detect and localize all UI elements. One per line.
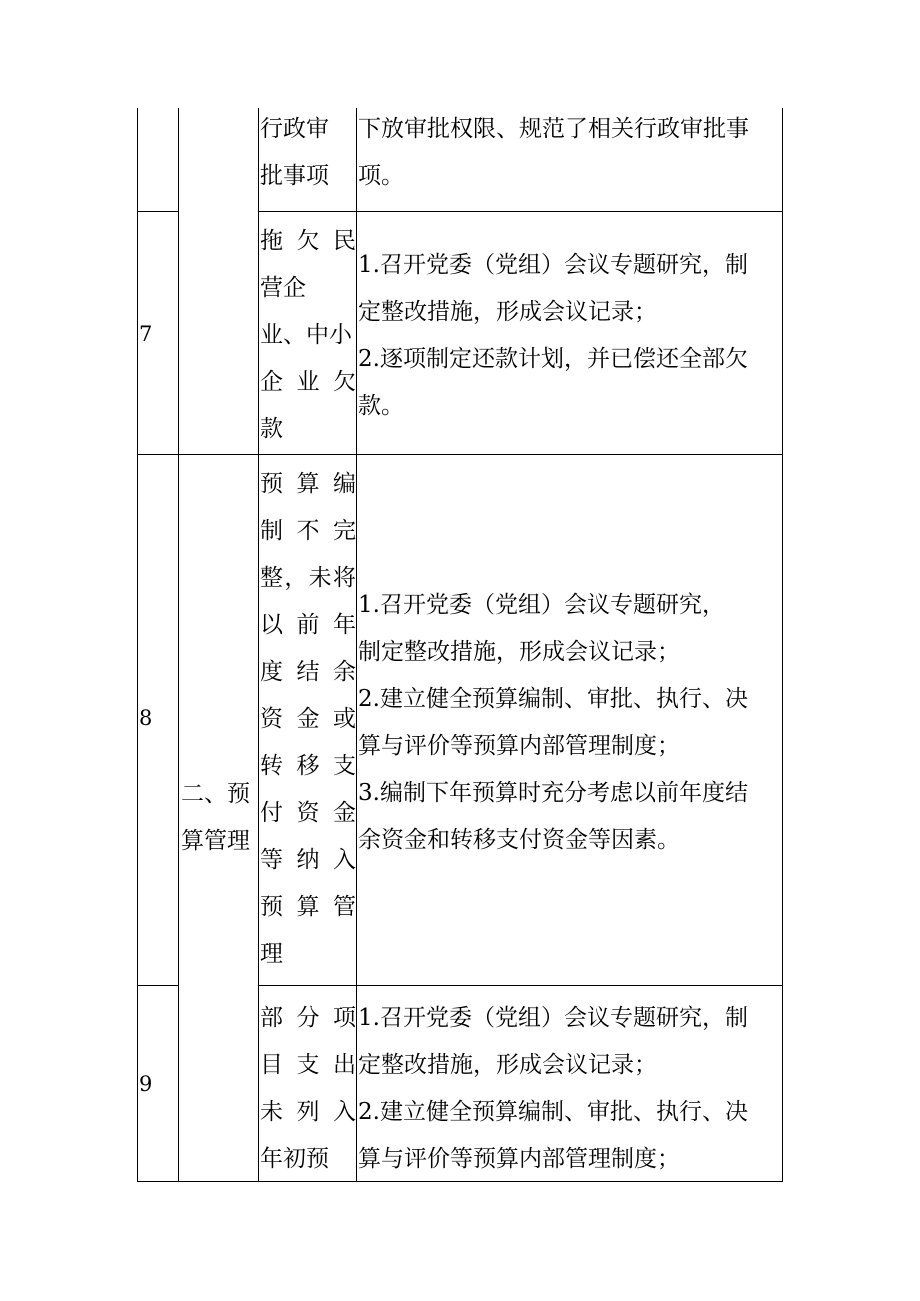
issue-line: 业、中小: [260, 322, 352, 348]
row-number: 8: [139, 706, 153, 730]
measure-line: 款。: [358, 393, 404, 419]
measure-line: 项。: [358, 163, 404, 189]
measure-line: 算与评价等预算内部管理制度；: [358, 733, 680, 759]
table-divider-col2: [258, 108, 259, 1182]
issue-line: 营企: [260, 275, 306, 301]
issue-line: 付 资 金: [260, 800, 356, 826]
row-divider-3a: [137, 985, 179, 986]
issue-line: 拖 欠 民: [260, 228, 356, 254]
measure-line: 定整改措施，形成会议记录；: [358, 1052, 657, 1078]
row-measure-cell: [358, 582, 778, 864]
issue-line: 预 算 编: [260, 471, 356, 497]
row-divider-3b: [258, 985, 783, 986]
row-issue-cell: [260, 106, 356, 200]
measure-line: 3.编制下年预算时充分考虑以前年度结: [358, 780, 748, 806]
row-divider-1b: [258, 211, 783, 212]
issue-line: 预 算 管: [260, 894, 356, 920]
issue-line: 企 业 欠: [260, 369, 356, 395]
issue-line: 理: [260, 941, 283, 967]
row-measure-cell: [358, 106, 778, 200]
row-number: 9: [139, 1072, 153, 1096]
category-line: 算管理: [181, 828, 250, 854]
issue-line: 等 纳 入: [260, 847, 356, 873]
row-measure-cell: [358, 995, 778, 1183]
category-line: 二、预: [181, 781, 250, 807]
issue-line: 制 不 完: [260, 518, 356, 544]
category-cell: [181, 771, 257, 865]
row-divider-1: [137, 211, 179, 212]
measure-line: 2.建立健全预算编制、审批、执行、决: [358, 1099, 748, 1125]
issue-line: 整，未将: [260, 565, 356, 591]
row-measure-cell: [358, 242, 778, 430]
measure-line: 制定整改措施，形成会议记录；: [358, 639, 680, 665]
issue-line: 年初预: [260, 1146, 329, 1172]
issue-line: 转 移 支: [260, 753, 356, 779]
issue-line: 款: [260, 416, 283, 442]
issue-line: 批事项: [260, 163, 329, 189]
table-border-left: [137, 108, 138, 1182]
issue-line: 度 结 余: [260, 659, 356, 685]
row-issue-cell: [260, 461, 356, 978]
measure-line: 算与评价等预算内部管理制度；: [358, 1146, 680, 1172]
issue-line: 资 金 或: [260, 706, 356, 732]
table-divider-col1: [178, 108, 179, 1182]
measure-line: 1.召开党委（党组）会议专题研究，: [358, 592, 725, 618]
measure-line: 余资金和转移支付资金等因素。: [358, 827, 680, 853]
measure-line: 定整改措施，形成会议记录；: [358, 299, 657, 325]
measure-line: 1.召开党委（党组）会议专题研究，制: [358, 252, 748, 278]
measure-line: 下放审批权限、规范了相关行政审批事: [358, 116, 749, 142]
row-issue-cell: [260, 218, 356, 453]
issue-line: 目 支 出: [260, 1052, 356, 1078]
issue-line: 部 分 项: [260, 1005, 356, 1031]
issue-line: 行政审: [260, 116, 329, 142]
measure-line: 2.逐项制定还款计划，并已偿还全部欠: [358, 346, 748, 372]
row-number: 7: [139, 322, 153, 346]
row-issue-cell: [260, 995, 356, 1183]
table-divider-col3: [356, 108, 357, 1182]
measure-line: 2.建立健全预算编制、审批、执行、决: [358, 686, 748, 712]
issue-line: 以 前 年: [260, 612, 356, 638]
issue-line: 未 列 入: [260, 1099, 356, 1125]
measure-line: 1.召开党委（党组）会议专题研究，制: [358, 1005, 748, 1031]
table-border-right: [782, 108, 783, 1182]
row-divider-2: [137, 454, 783, 455]
